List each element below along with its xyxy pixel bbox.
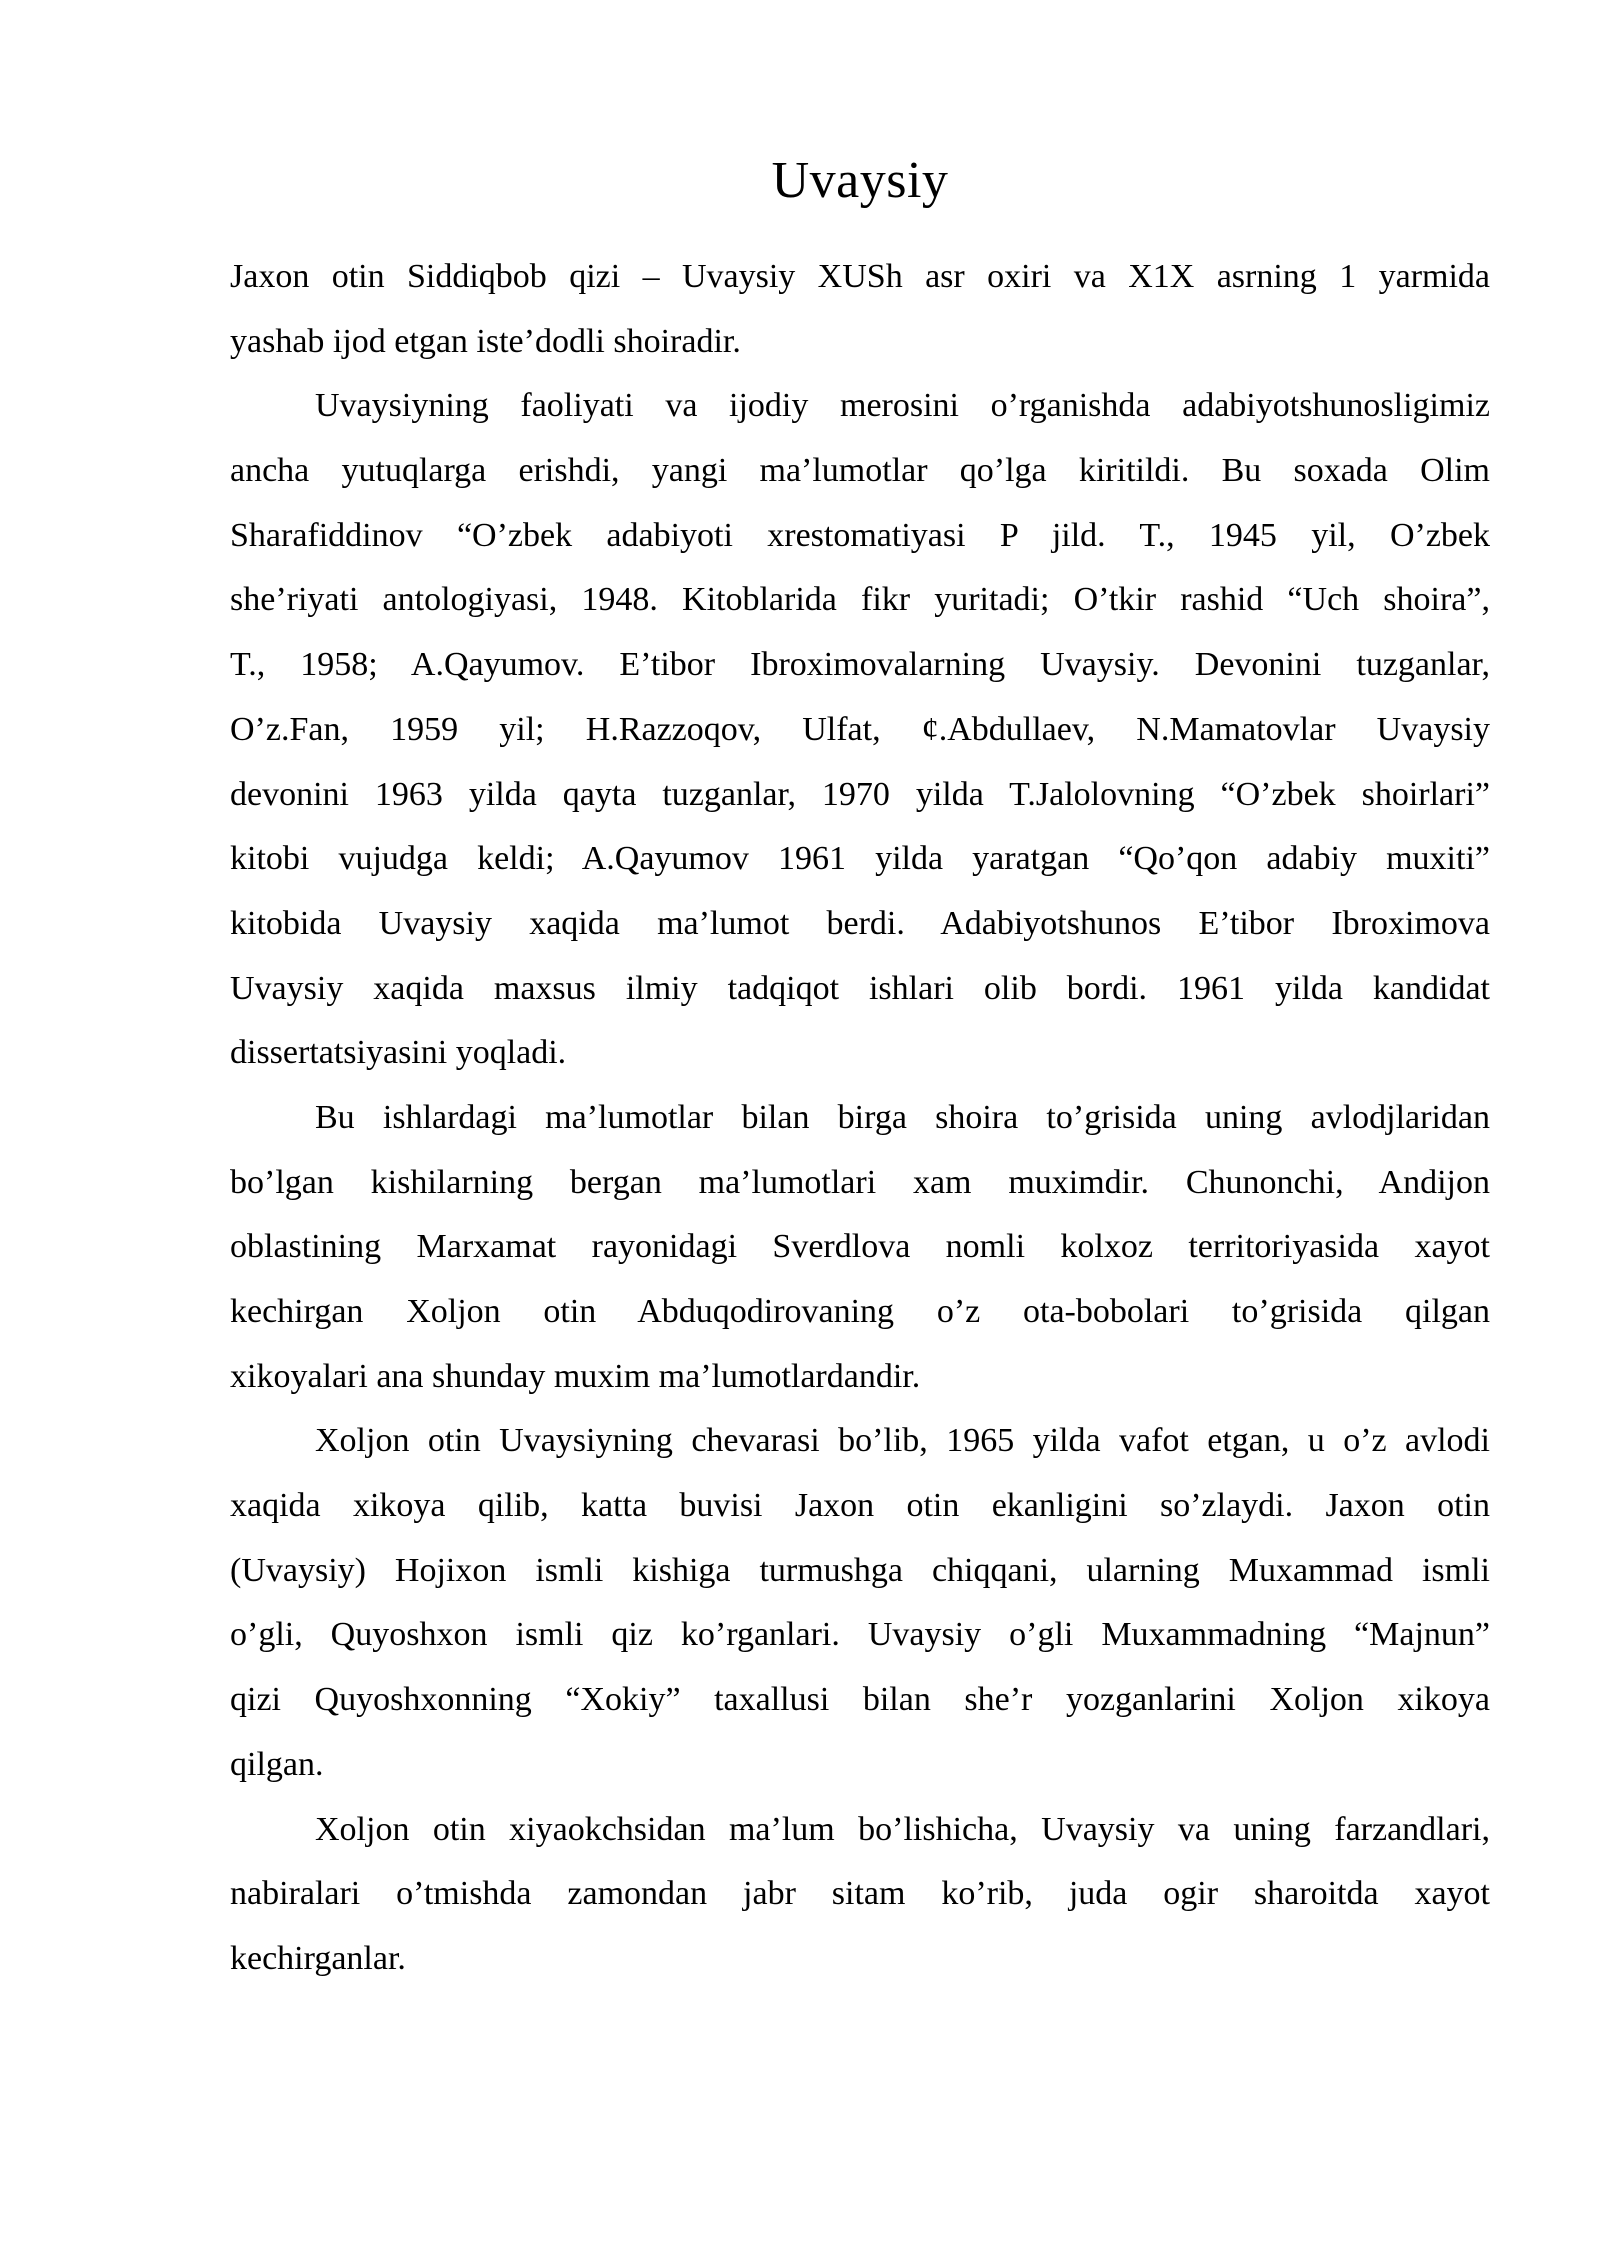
text-line: Sharafiddinov “O’zbek adabiyoti xrestomatiyasi P jild. T., 1945 yil, O’zbek xyxy=(230,516,1490,554)
text-line: Xoljon otin Uvaysiyning chevarasi bo’lib, 1965 yilda vafot etgan, u o’z avlodi xyxy=(315,1422,1490,1460)
text-line: nabiralari o’tmishda zamondan jabr sitam ko’rib, juda ogir sharoitda xayot xyxy=(230,1875,1490,1913)
text-line: Jaxon otin Siddiqbob qizi – Uvaysiy XUSh asr oxiri va X1X asrning 1 yarmida xyxy=(230,258,1490,295)
page-title: Uvaysiy xyxy=(771,152,949,209)
text-line: qilgan. xyxy=(230,1745,324,1783)
text-line: qizi Quyoshxonning “Xokiy” taxallusi bilan she’r yozganlarini Xoljon xikoya xyxy=(230,1681,1490,1719)
text-line: O’z.Fan, 1959 yil; H.Razzoqov, Ulfat, ¢.Abdullaev, N.Mamatovlar Uvaysiy xyxy=(230,710,1490,748)
text-line: Bu ishlardagi ma’lumotlar bilan birga shoira to’grisida uning avlodjlaridan xyxy=(315,1098,1490,1136)
text-line: xikoyalari ana shunday muxim ma’lumotlardandir. xyxy=(230,1357,921,1395)
text-line: kitobida Uvaysiy xaqida ma’lumot berdi. Adabiyotshunos E’tibor Ibroximova xyxy=(230,904,1490,942)
text-line: oblastining Marxamat rayonidagi Sverdlova nomli kolxoz territoriyasida xayot xyxy=(230,1228,1490,1266)
text-line: kitobi vujudga keldi; A.Qayumov 1961 yilda yaratgan “Qo’qon adabiy muxiti” xyxy=(230,840,1490,878)
text-line: devonini 1963 yilda qayta tuzganlar, 1970 yilda T.Jalolovning “O’zbek shoirlari” xyxy=(230,775,1490,813)
text-line: bo’lgan kishilarning bergan ma’lumotlari xam muximdir. Chunonchi, Andijon xyxy=(230,1163,1490,1201)
text-line: Uvaysiy xaqida maxsus ilmiy tadqiqot ishlari olib bordi. 1961 yilda kandidat xyxy=(230,969,1490,1007)
text-line: Xoljon otin xiyaokchsidan ma’lum bo’lishicha, Uvaysiy va uning farzandlari, xyxy=(315,1810,1490,1848)
document-body xyxy=(230,245,1490,1992)
text-line: Uvaysiyning faoliyati va ijodiy merosini o’rganishda adabiyotshunosligimiz xyxy=(315,387,1490,425)
text-line: (Uvaysiy) Hojixon ismli kishiga turmushga chiqqani, ularning Muxammad ismli xyxy=(230,1551,1490,1589)
text-line: she’riyati antologiyasi, 1948. Kitoblarida fikr yuritadi; O’tkir rashid “Uch shoira”, xyxy=(230,581,1490,619)
text-line: T., 1958; A.Qayumov. E’tibor Ibroximovalarning Uvaysiy. Devonini tuzganlar, xyxy=(230,646,1490,684)
text-line: kechirgan Xoljon otin Abduqodirovaning o’z ota-bobolari to’grisida qilgan xyxy=(230,1293,1490,1330)
text-column xyxy=(230,0,1490,1992)
text-line: kechirganlar. xyxy=(230,1939,406,1977)
text-line: xaqida xikoya qilib, katta buvisi Jaxon otin ekanligini so’zlaydi. Jaxon otin xyxy=(230,1487,1490,1525)
text-line: dissertatsiyasini yoqladi. xyxy=(230,1034,567,1072)
text-line: ancha yutuqlarga erishdi, yangi ma’lumotlar qo’lga kiritildi. Bu soxada Olim xyxy=(230,452,1490,490)
text-line: o’gli, Quyoshxon ismli qiz ko’rganlari. Uvaysiy o’gli Muxammadning “Majnun” xyxy=(230,1616,1490,1654)
text-line: yashab ijod etgan iste’dodli shoiradir. xyxy=(230,322,741,360)
